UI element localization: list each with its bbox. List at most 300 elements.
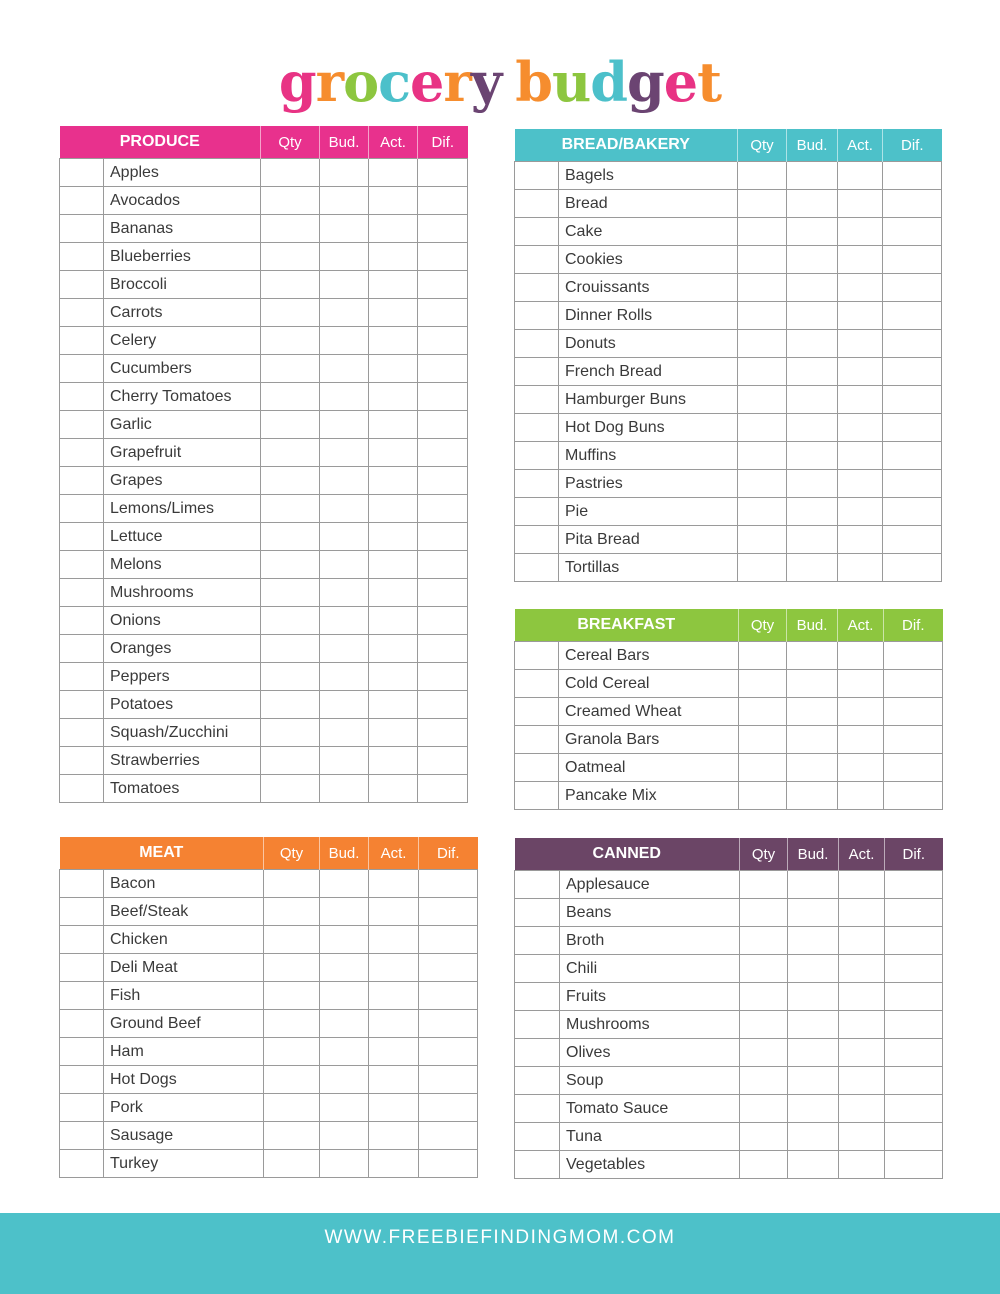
difference-cell[interactable] (418, 607, 468, 635)
actual-cell[interactable] (838, 414, 883, 442)
qty-cell[interactable] (738, 498, 787, 526)
actual-cell[interactable] (369, 439, 418, 467)
check-cell[interactable] (515, 1151, 560, 1179)
budget-cell[interactable] (788, 1095, 839, 1123)
budget-cell[interactable] (788, 871, 839, 899)
qty-cell[interactable] (261, 327, 320, 355)
check-cell[interactable] (60, 1122, 104, 1150)
difference-cell[interactable] (419, 1150, 478, 1178)
actual-cell[interactable] (369, 691, 418, 719)
check-cell[interactable] (60, 187, 104, 215)
budget-cell[interactable] (787, 386, 838, 414)
difference-cell[interactable] (418, 243, 468, 271)
budget-cell[interactable] (788, 1151, 839, 1179)
check-cell[interactable] (60, 159, 104, 187)
budget-cell[interactable] (320, 775, 369, 803)
qty-cell[interactable] (261, 271, 320, 299)
actual-cell[interactable] (369, 187, 418, 215)
budget-cell[interactable] (320, 1150, 369, 1178)
check-cell[interactable] (515, 302, 559, 330)
check-cell[interactable] (60, 355, 104, 383)
budget-cell[interactable] (788, 1011, 839, 1039)
qty-cell[interactable] (740, 899, 788, 927)
difference-cell[interactable] (883, 414, 942, 442)
budget-cell[interactable] (787, 190, 838, 218)
actual-cell[interactable] (839, 871, 885, 899)
difference-cell[interactable] (885, 1151, 943, 1179)
difference-cell[interactable] (419, 954, 478, 982)
actual-cell[interactable] (838, 358, 883, 386)
budget-cell[interactable] (787, 358, 838, 386)
check-cell[interactable] (515, 246, 559, 274)
check-cell[interactable] (515, 698, 559, 726)
actual-cell[interactable] (369, 243, 418, 271)
actual-cell[interactable] (838, 386, 883, 414)
difference-cell[interactable] (418, 439, 468, 467)
actual-cell[interactable] (369, 495, 418, 523)
difference-cell[interactable] (418, 299, 468, 327)
actual-cell[interactable] (838, 470, 883, 498)
qty-cell[interactable] (264, 1094, 320, 1122)
qty-cell[interactable] (739, 782, 787, 810)
qty-cell[interactable] (739, 698, 787, 726)
qty-cell[interactable] (261, 635, 320, 663)
check-cell[interactable] (515, 726, 559, 754)
qty-cell[interactable] (740, 1039, 788, 1067)
actual-cell[interactable] (369, 523, 418, 551)
budget-cell[interactable] (320, 691, 369, 719)
budget-cell[interactable] (787, 330, 838, 358)
difference-cell[interactable] (418, 383, 468, 411)
actual-cell[interactable] (838, 218, 883, 246)
qty-cell[interactable] (738, 386, 787, 414)
budget-cell[interactable] (320, 1038, 369, 1066)
budget-cell[interactable] (320, 187, 369, 215)
budget-cell[interactable] (787, 218, 838, 246)
actual-cell[interactable] (838, 274, 883, 302)
actual-cell[interactable] (838, 526, 883, 554)
difference-cell[interactable] (419, 1038, 478, 1066)
difference-cell[interactable] (884, 642, 943, 670)
budget-cell[interactable] (787, 726, 838, 754)
budget-cell[interactable] (787, 442, 838, 470)
qty-cell[interactable] (261, 215, 320, 243)
budget-cell[interactable] (320, 870, 369, 898)
check-cell[interactable] (515, 386, 559, 414)
actual-cell[interactable] (369, 1094, 419, 1122)
budget-cell[interactable] (320, 439, 369, 467)
check-cell[interactable] (60, 691, 104, 719)
qty-cell[interactable] (261, 439, 320, 467)
check-cell[interactable] (60, 579, 104, 607)
difference-cell[interactable] (885, 899, 943, 927)
check-cell[interactable] (60, 719, 104, 747)
budget-cell[interactable] (320, 159, 369, 187)
check-cell[interactable] (515, 1067, 560, 1095)
actual-cell[interactable] (369, 1066, 419, 1094)
actual-cell[interactable] (369, 1038, 419, 1066)
qty-cell[interactable] (740, 983, 788, 1011)
difference-cell[interactable] (418, 523, 468, 551)
actual-cell[interactable] (369, 719, 418, 747)
check-cell[interactable] (515, 642, 559, 670)
qty-cell[interactable] (264, 926, 320, 954)
difference-cell[interactable] (884, 726, 943, 754)
qty-cell[interactable] (264, 954, 320, 982)
check-cell[interactable] (515, 162, 559, 190)
actual-cell[interactable] (838, 698, 884, 726)
budget-cell[interactable] (320, 467, 369, 495)
difference-cell[interactable] (418, 355, 468, 383)
difference-cell[interactable] (418, 159, 468, 187)
qty-cell[interactable] (739, 642, 787, 670)
qty-cell[interactable] (264, 1150, 320, 1178)
actual-cell[interactable] (369, 159, 418, 187)
budget-cell[interactable] (320, 495, 369, 523)
check-cell[interactable] (60, 1066, 104, 1094)
check-cell[interactable] (60, 635, 104, 663)
actual-cell[interactable] (369, 954, 419, 982)
actual-cell[interactable] (839, 1095, 885, 1123)
budget-cell[interactable] (320, 663, 369, 691)
budget-cell[interactable] (320, 719, 369, 747)
qty-cell[interactable] (261, 355, 320, 383)
difference-cell[interactable] (883, 386, 942, 414)
check-cell[interactable] (60, 870, 104, 898)
qty-cell[interactable] (738, 190, 787, 218)
check-cell[interactable] (515, 782, 559, 810)
actual-cell[interactable] (369, 355, 418, 383)
actual-cell[interactable] (369, 579, 418, 607)
budget-cell[interactable] (788, 1123, 839, 1151)
actual-cell[interactable] (839, 1123, 885, 1151)
check-cell[interactable] (515, 1123, 560, 1151)
difference-cell[interactable] (885, 871, 943, 899)
check-cell[interactable] (515, 1039, 560, 1067)
budget-cell[interactable] (320, 411, 369, 439)
check-cell[interactable] (515, 330, 559, 358)
check-cell[interactable] (515, 442, 559, 470)
actual-cell[interactable] (838, 754, 884, 782)
qty-cell[interactable] (739, 670, 787, 698)
qty-cell[interactable] (738, 330, 787, 358)
qty-cell[interactable] (261, 467, 320, 495)
budget-cell[interactable] (320, 635, 369, 663)
budget-cell[interactable] (788, 927, 839, 955)
actual-cell[interactable] (369, 635, 418, 663)
actual-cell[interactable] (369, 775, 418, 803)
budget-cell[interactable] (787, 498, 838, 526)
check-cell[interactable] (60, 439, 104, 467)
actual-cell[interactable] (839, 899, 885, 927)
difference-cell[interactable] (884, 670, 943, 698)
check-cell[interactable] (515, 1011, 560, 1039)
actual-cell[interactable] (838, 302, 883, 330)
difference-cell[interactable] (883, 190, 942, 218)
qty-cell[interactable] (261, 495, 320, 523)
difference-cell[interactable] (883, 162, 942, 190)
qty-cell[interactable] (261, 187, 320, 215)
difference-cell[interactable] (419, 898, 478, 926)
actual-cell[interactable] (369, 383, 418, 411)
difference-cell[interactable] (885, 927, 943, 955)
actual-cell[interactable] (838, 162, 883, 190)
qty-cell[interactable] (264, 982, 320, 1010)
budget-cell[interactable] (787, 526, 838, 554)
budget-cell[interactable] (788, 1067, 839, 1095)
difference-cell[interactable] (884, 754, 943, 782)
difference-cell[interactable] (883, 246, 942, 274)
qty-cell[interactable] (738, 414, 787, 442)
budget-cell[interactable] (320, 898, 369, 926)
qty-cell[interactable] (261, 579, 320, 607)
qty-cell[interactable] (261, 775, 320, 803)
qty-cell[interactable] (261, 383, 320, 411)
actual-cell[interactable] (369, 1150, 419, 1178)
check-cell[interactable] (60, 271, 104, 299)
qty-cell[interactable] (740, 955, 788, 983)
actual-cell[interactable] (838, 670, 884, 698)
qty-cell[interactable] (261, 691, 320, 719)
qty-cell[interactable] (261, 719, 320, 747)
budget-cell[interactable] (320, 747, 369, 775)
budget-cell[interactable] (787, 754, 838, 782)
actual-cell[interactable] (839, 955, 885, 983)
difference-cell[interactable] (885, 1067, 943, 1095)
check-cell[interactable] (515, 498, 559, 526)
budget-cell[interactable] (320, 982, 369, 1010)
check-cell[interactable] (515, 190, 559, 218)
actual-cell[interactable] (369, 467, 418, 495)
qty-cell[interactable] (261, 607, 320, 635)
actual-cell[interactable] (838, 442, 883, 470)
actual-cell[interactable] (839, 1011, 885, 1039)
difference-cell[interactable] (418, 411, 468, 439)
check-cell[interactable] (60, 926, 104, 954)
check-cell[interactable] (60, 607, 104, 635)
difference-cell[interactable] (418, 635, 468, 663)
check-cell[interactable] (60, 775, 104, 803)
qty-cell[interactable] (740, 1123, 788, 1151)
qty-cell[interactable] (264, 898, 320, 926)
check-cell[interactable] (60, 523, 104, 551)
difference-cell[interactable] (885, 983, 943, 1011)
difference-cell[interactable] (883, 526, 942, 554)
actual-cell[interactable] (839, 1151, 885, 1179)
check-cell[interactable] (515, 670, 559, 698)
difference-cell[interactable] (883, 302, 942, 330)
qty-cell[interactable] (264, 1010, 320, 1038)
qty-cell[interactable] (264, 870, 320, 898)
budget-cell[interactable] (787, 162, 838, 190)
budget-cell[interactable] (787, 470, 838, 498)
difference-cell[interactable] (418, 495, 468, 523)
actual-cell[interactable] (369, 607, 418, 635)
check-cell[interactable] (515, 470, 559, 498)
difference-cell[interactable] (883, 498, 942, 526)
actual-cell[interactable] (838, 554, 883, 582)
check-cell[interactable] (60, 327, 104, 355)
budget-cell[interactable] (787, 670, 838, 698)
difference-cell[interactable] (418, 551, 468, 579)
check-cell[interactable] (515, 218, 559, 246)
qty-cell[interactable] (261, 747, 320, 775)
difference-cell[interactable] (883, 554, 942, 582)
difference-cell[interactable] (419, 870, 478, 898)
qty-cell[interactable] (740, 1095, 788, 1123)
actual-cell[interactable] (839, 927, 885, 955)
actual-cell[interactable] (369, 551, 418, 579)
check-cell[interactable] (515, 927, 560, 955)
qty-cell[interactable] (264, 1038, 320, 1066)
budget-cell[interactable] (320, 1122, 369, 1150)
difference-cell[interactable] (418, 215, 468, 243)
difference-cell[interactable] (885, 1039, 943, 1067)
budget-cell[interactable] (320, 954, 369, 982)
budget-cell[interactable] (787, 414, 838, 442)
budget-cell[interactable] (787, 274, 838, 302)
qty-cell[interactable] (738, 358, 787, 386)
budget-cell[interactable] (320, 327, 369, 355)
check-cell[interactable] (515, 955, 560, 983)
difference-cell[interactable] (883, 470, 942, 498)
check-cell[interactable] (515, 274, 559, 302)
budget-cell[interactable] (320, 607, 369, 635)
budget-cell[interactable] (320, 271, 369, 299)
difference-cell[interactable] (418, 271, 468, 299)
budget-cell[interactable] (320, 1066, 369, 1094)
difference-cell[interactable] (883, 218, 942, 246)
check-cell[interactable] (515, 983, 560, 1011)
check-cell[interactable] (60, 411, 104, 439)
difference-cell[interactable] (885, 1011, 943, 1039)
check-cell[interactable] (60, 383, 104, 411)
budget-cell[interactable] (320, 1094, 369, 1122)
difference-cell[interactable] (884, 698, 943, 726)
qty-cell[interactable] (738, 526, 787, 554)
budget-cell[interactable] (320, 355, 369, 383)
check-cell[interactable] (60, 215, 104, 243)
check-cell[interactable] (515, 414, 559, 442)
qty-cell[interactable] (739, 754, 787, 782)
difference-cell[interactable] (418, 327, 468, 355)
difference-cell[interactable] (419, 1094, 478, 1122)
budget-cell[interactable] (787, 642, 838, 670)
budget-cell[interactable] (320, 299, 369, 327)
actual-cell[interactable] (369, 663, 418, 691)
actual-cell[interactable] (369, 299, 418, 327)
difference-cell[interactable] (418, 187, 468, 215)
actual-cell[interactable] (839, 1067, 885, 1095)
difference-cell[interactable] (418, 719, 468, 747)
check-cell[interactable] (60, 1038, 104, 1066)
difference-cell[interactable] (883, 442, 942, 470)
actual-cell[interactable] (838, 498, 883, 526)
check-cell[interactable] (60, 898, 104, 926)
budget-cell[interactable] (788, 983, 839, 1011)
check-cell[interactable] (60, 551, 104, 579)
check-cell[interactable] (60, 747, 104, 775)
check-cell[interactable] (60, 1010, 104, 1038)
qty-cell[interactable] (738, 442, 787, 470)
actual-cell[interactable] (839, 1039, 885, 1067)
actual-cell[interactable] (838, 246, 883, 274)
actual-cell[interactable] (369, 926, 419, 954)
check-cell[interactable] (515, 554, 559, 582)
actual-cell[interactable] (838, 642, 884, 670)
check-cell[interactable] (515, 871, 560, 899)
qty-cell[interactable] (261, 299, 320, 327)
actual-cell[interactable] (838, 190, 883, 218)
qty-cell[interactable] (738, 302, 787, 330)
actual-cell[interactable] (838, 330, 883, 358)
budget-cell[interactable] (320, 551, 369, 579)
check-cell[interactable] (60, 982, 104, 1010)
check-cell[interactable] (60, 495, 104, 523)
qty-cell[interactable] (738, 554, 787, 582)
budget-cell[interactable] (787, 246, 838, 274)
check-cell[interactable] (60, 1150, 104, 1178)
qty-cell[interactable] (261, 159, 320, 187)
qty-cell[interactable] (264, 1122, 320, 1150)
budget-cell[interactable] (787, 554, 838, 582)
qty-cell[interactable] (261, 411, 320, 439)
budget-cell[interactable] (320, 1010, 369, 1038)
difference-cell[interactable] (885, 1123, 943, 1151)
qty-cell[interactable] (740, 871, 788, 899)
actual-cell[interactable] (369, 1010, 419, 1038)
actual-cell[interactable] (369, 271, 418, 299)
check-cell[interactable] (60, 954, 104, 982)
difference-cell[interactable] (418, 579, 468, 607)
budget-cell[interactable] (787, 302, 838, 330)
budget-cell[interactable] (788, 955, 839, 983)
difference-cell[interactable] (419, 1066, 478, 1094)
difference-cell[interactable] (883, 330, 942, 358)
qty-cell[interactable] (264, 1066, 320, 1094)
budget-cell[interactable] (320, 243, 369, 271)
check-cell[interactable] (60, 243, 104, 271)
difference-cell[interactable] (418, 663, 468, 691)
check-cell[interactable] (515, 526, 559, 554)
check-cell[interactable] (515, 358, 559, 386)
difference-cell[interactable] (885, 955, 943, 983)
qty-cell[interactable] (738, 246, 787, 274)
actual-cell[interactable] (369, 327, 418, 355)
qty-cell[interactable] (740, 1151, 788, 1179)
check-cell[interactable] (60, 299, 104, 327)
qty-cell[interactable] (738, 274, 787, 302)
qty-cell[interactable] (738, 470, 787, 498)
budget-cell[interactable] (320, 215, 369, 243)
check-cell[interactable] (515, 1095, 560, 1123)
qty-cell[interactable] (261, 663, 320, 691)
qty-cell[interactable] (740, 1067, 788, 1095)
qty-cell[interactable] (261, 243, 320, 271)
actual-cell[interactable] (369, 215, 418, 243)
difference-cell[interactable] (419, 1122, 478, 1150)
actual-cell[interactable] (369, 898, 419, 926)
difference-cell[interactable] (884, 782, 943, 810)
budget-cell[interactable] (320, 926, 369, 954)
difference-cell[interactable] (885, 1095, 943, 1123)
difference-cell[interactable] (883, 274, 942, 302)
budget-cell[interactable] (320, 579, 369, 607)
check-cell[interactable] (515, 754, 559, 782)
actual-cell[interactable] (369, 982, 419, 1010)
check-cell[interactable] (515, 899, 560, 927)
difference-cell[interactable] (418, 691, 468, 719)
